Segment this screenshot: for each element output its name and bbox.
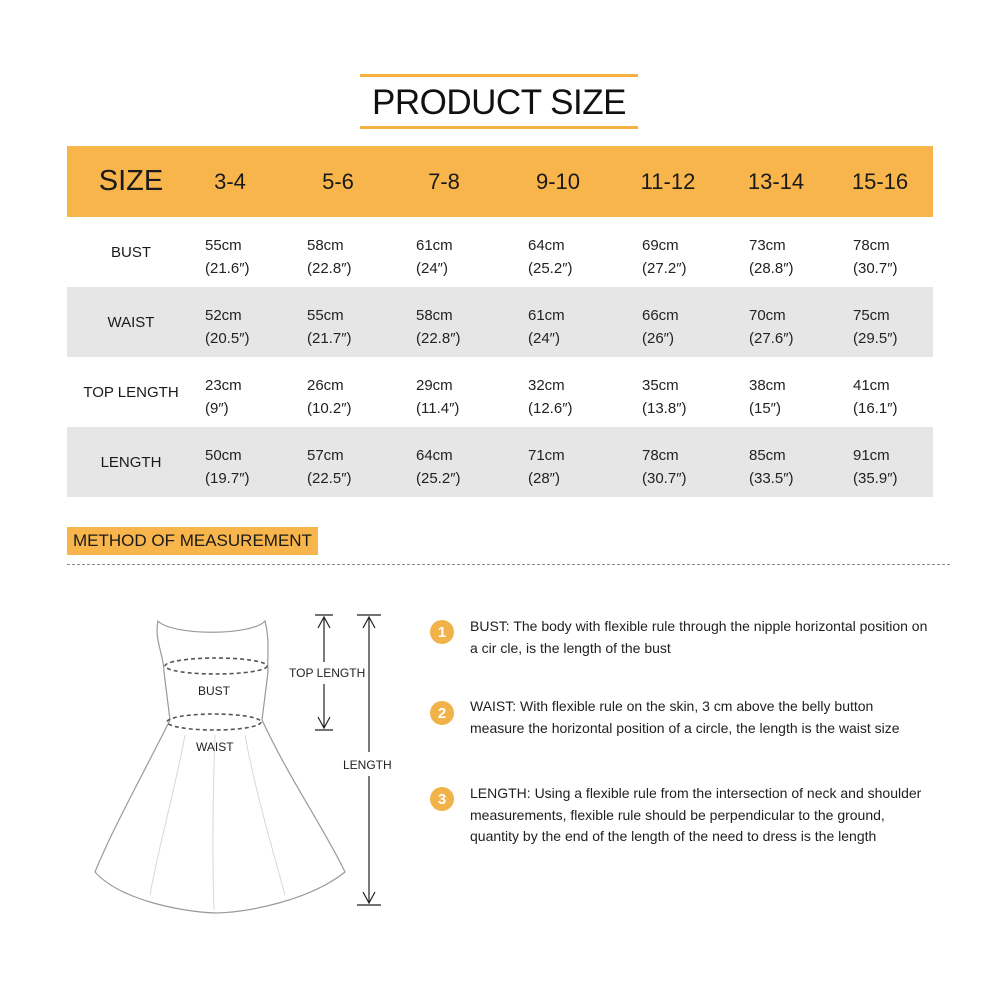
- dress-outline-icon: [95, 621, 345, 913]
- row-label: BUST: [110, 243, 151, 261]
- table-cell: 58cm (22.8″): [416, 307, 461, 347]
- page-title: PRODUCT SIZE: [372, 83, 626, 122]
- table-cell: 50cm (19.7″): [205, 447, 250, 487]
- table-cell: 69cm (27.2″): [642, 237, 687, 277]
- size-header-13-14: 13-14: [747, 168, 805, 194]
- table-cell: 29cm (11.4″): [416, 377, 460, 417]
- table-cell: 55cm (21.7″): [307, 307, 352, 347]
- size-header-5-6: 5-6: [322, 168, 354, 194]
- table-cell: 57cm (22.5″): [307, 447, 352, 487]
- table-cell: 58cm (22.8″): [307, 237, 352, 277]
- table-row-top-length: [67, 357, 933, 427]
- table-cell: 73cm (28.8″): [749, 237, 794, 277]
- size-header-3-4: 3-4: [214, 168, 246, 194]
- title-top-rule: [360, 74, 638, 77]
- instruction-text: WAIST: With flexible rule on the skin, 3 cm above the belly button measure the horizontal position of a circle, the length is the waist size: [470, 698, 900, 736]
- size-header-7-8: 7-8: [428, 168, 460, 194]
- step-number-badge: 2: [430, 701, 454, 725]
- size-header-11-12: 11-12: [640, 168, 696, 194]
- table-row-bust: [67, 217, 933, 287]
- table-cell: 70cm (27.6″): [749, 307, 794, 347]
- table-cell: 41cm (16.1″): [853, 377, 898, 417]
- table-cell: 85cm (33.5″): [749, 447, 794, 487]
- table-cell: 52cm (20.5″): [205, 307, 250, 347]
- table-cell: 55cm (21.6″): [205, 237, 250, 277]
- table-cell: 78cm (30.7″): [642, 447, 687, 487]
- diagram-bust-label: BUST: [198, 684, 231, 698]
- method-heading: METHOD OF MEASUREMENT: [67, 527, 318, 555]
- table-cell: 26cm (10.2″): [307, 377, 352, 417]
- table-cell: 61cm (24″): [528, 307, 565, 347]
- title-bottom-rule: [360, 126, 638, 129]
- table-cell: 64cm (25.2″): [528, 237, 573, 277]
- row-label: WAIST: [107, 313, 155, 331]
- product-size-title-block: [360, 74, 638, 130]
- table-cell: 38cm (15″): [749, 377, 786, 417]
- row-label: LENGTH: [100, 453, 162, 471]
- table-cell: 23cm (9″): [205, 377, 242, 417]
- dress-diagram: [80, 600, 400, 950]
- table-row-waist: [67, 287, 933, 357]
- table-cell: 78cm (30.7″): [853, 237, 898, 277]
- size-header-9-10: 9-10: [535, 168, 581, 194]
- size-header-15-16: 15-16: [851, 168, 909, 194]
- table-cell: 61cm (24″): [416, 237, 453, 277]
- dashed-divider: [67, 564, 950, 565]
- instruction-text: BUST: The body with flexible rule through the nipple horizontal position on a cir cle, is the length of the bust: [470, 618, 928, 656]
- size-table: [67, 146, 933, 497]
- table-cell: 32cm (12.6″): [528, 377, 573, 417]
- step-number-badge: 3: [430, 787, 454, 811]
- table-cell: 35cm (13.8″): [642, 377, 687, 417]
- table-cell: 71cm (28″): [528, 447, 565, 487]
- row-label: TOP LENGTH: [83, 383, 179, 401]
- table-cell: 64cm (25.2″): [416, 447, 461, 487]
- table-cell: 91cm (35.9″): [853, 447, 898, 487]
- table-header-row: [67, 146, 933, 217]
- table-cell: 75cm (29.5″): [853, 307, 898, 347]
- diagram-length-label: LENGTH: [343, 758, 392, 772]
- step-number-badge: 1: [430, 620, 454, 644]
- diagram-waist-label: WAIST: [196, 740, 234, 754]
- table-cell: 66cm (26″): [642, 307, 679, 347]
- instruction-text: LENGTH: Using a flexible rule from the intersection of neck and shoulder measurements, flexible rule should be perpendicular to the ground, quantity by the end of the length of the need to dress is the length: [470, 785, 922, 844]
- diagram-top-length-label: TOP LENGTH: [289, 666, 366, 680]
- table-row-length: [67, 427, 933, 497]
- size-header-label: SIZE: [98, 165, 164, 197]
